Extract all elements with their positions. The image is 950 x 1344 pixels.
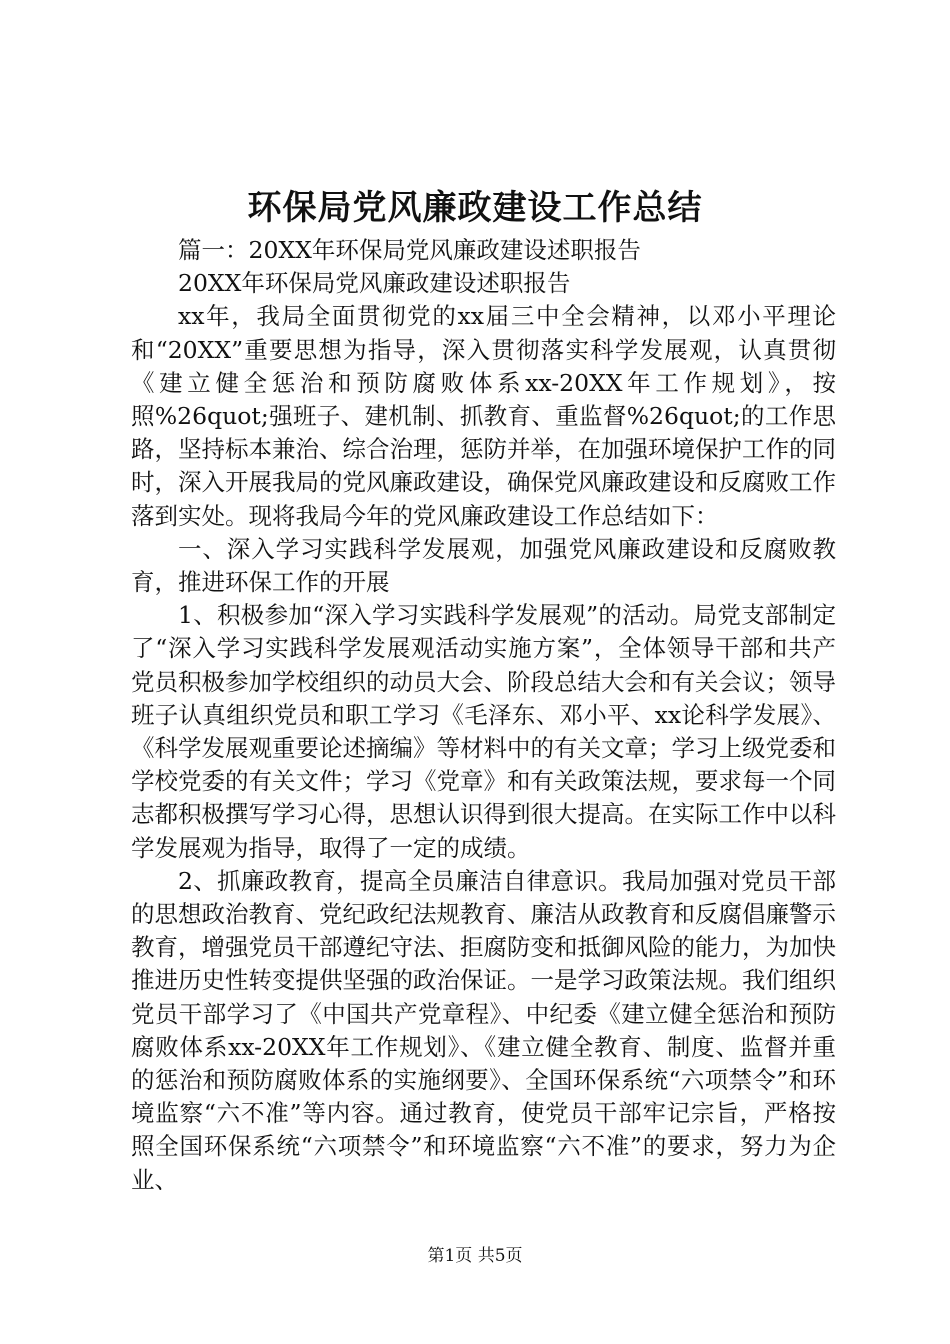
paragraph-item-2: 2、抓廉政教育，提高全员廉洁自律意识。我局加强对党员干部的思想政治教育、党纪政纪法规教育、廉洁从政教育和反腐倡廉警示教育，增强党员干部遵纪守法、拒腐防变和抵御风险的能力，为加快推进历史性转变提供坚强的政治保证。一是学习政策法规。我们组织党员干部学习了《中国共产党章程》、中纪委《建立健全惩治和预防腐败体系xx-20XX年工作规划》、《建立健全教育、制度、监督并重的惩治和预防腐败体系的实施纲要》、全国环保系统“六项禁令”和环境监察“六不准”等内容。通过教育，使党员干部牢记宗旨，严格按照全国环保系统“六项禁令”和环境监察“六不准”的要求，努力为企业、 (131, 866, 836, 1194)
section-heading-one: 一、深入学习实践科学发展观，加强党风廉政建设和反腐败教育，推进环保工作的开展 (131, 534, 836, 597)
section-heading-part-one: 篇一：20XX年环保局党风廉政建设述职报告 (178, 236, 641, 264)
document-title: 环保局党风廉政建设工作总结 (247, 188, 703, 228)
intro-paragraph: xx年，我局全面贯彻党的xx届三中全会精神，以邓小平理论和“20XX”重要思想为指导，深入贯彻落实科学发展观，认真贯彻《建立健全惩治和预防腐败体系xx-20XX年工作规划》，按照%26quot;强班子、建机制、抓教育、重监督%26quot;的工作思路，坚持标本兼治、综合治理，惩防并举，在加强环境保护工作的同时，深入开展我局的党风廉政建设，确保党风廉政建设和反腐败工作落到实处。现将我局今年的党风廉政建设工作总结如下： (131, 302, 836, 530)
paragraph-item-1: 1、积极参加“深入学习实践科学发展观”的活动。局党支部制定了“深入学习实践科学发展观活动实施方案”，全体领导干部和共产党员积极参加学校组织的动员大会、阶段总结大会和有关会议；领导班子认真组织党员和职工学习《毛泽东、邓小平、xx论科学发展》、《科学发展观重要论述摘编》等材料中的有关文章；学习上级党委和学校党委的有关文件；学习《党章》和有关政策法规，要求每一个同志都积极撰写学习心得，思想认识得到很大提高。在实际工作中以科学发展观为指导，取得了一定的成绩。 (131, 601, 836, 862)
page-footer: 第1页 共5页 (427, 1246, 523, 1266)
document-body (131, 234, 836, 1197)
report-title-line: 20XX年环保局党风廉政建设述职报告 (178, 269, 571, 298)
